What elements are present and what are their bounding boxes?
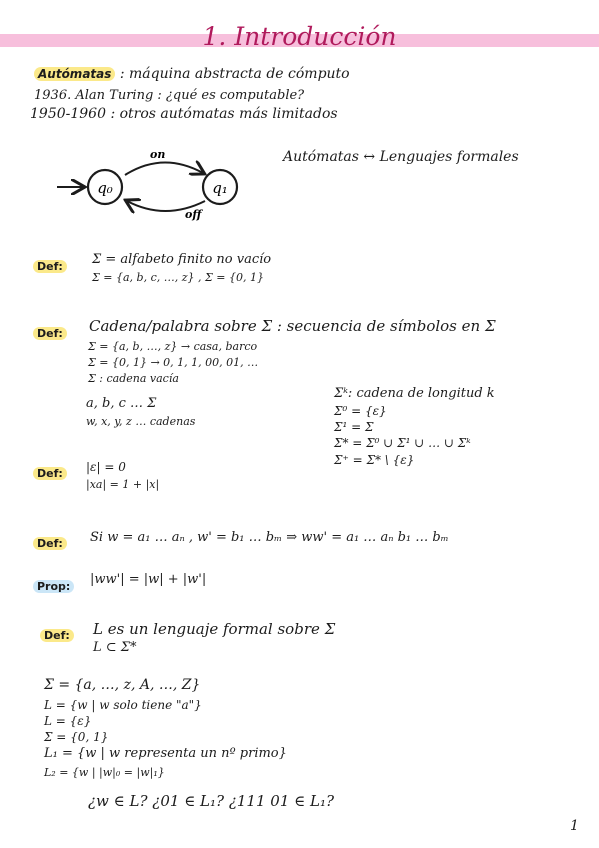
def3-line2: |xa| = 1 + |x| xyxy=(86,478,160,491)
def2-line3: Σ : cadena vacía xyxy=(88,372,179,385)
def2-right5: Σ⁺ = Σ* \ {ε} xyxy=(334,453,415,467)
def2-line1: Σ = {a, b, …, z} → casa, barco xyxy=(88,340,258,353)
example-line4: Σ = {0, 1} xyxy=(44,730,109,744)
turing-line: 1936. Alan Turing : ¿qué es computable? xyxy=(34,88,305,103)
edge-on-label: on xyxy=(150,148,166,161)
def2-line4: a, b, c … Σ xyxy=(86,396,157,411)
edge-on xyxy=(125,162,203,175)
def2-right1: Σᵏ: cadena de longitud k xyxy=(334,386,495,401)
automatas-definition: : máquina abstracta de cómputo xyxy=(119,66,350,82)
automatas-line xyxy=(34,66,350,82)
def2-right4: Σ* = Σ⁰ ∪ Σ¹ ∪ … ∪ Σᵏ xyxy=(334,436,471,450)
def3-badge: Def: xyxy=(33,462,67,481)
def4-text: Si w = a₁ … aₙ , w' = b₁ … bₘ ⇒ ww' = a₁ … aₙ b₁ … bₘ xyxy=(90,530,449,545)
def3-line1: |ε| = 0 xyxy=(86,460,126,474)
state-q0-label: q₀ xyxy=(97,179,113,197)
state-q1-label: q₁ xyxy=(212,179,228,197)
def2-right2: Σ⁰ = {ε} xyxy=(334,404,387,418)
automata-languages-note: Autómatas ↔ Lenguajes formales xyxy=(283,149,519,165)
example-line5: L₁ = {w | w representa un nº primo} xyxy=(44,746,287,761)
def2-line2: Σ = {0, 1} → 0, 1, 1, 00, 01, … xyxy=(88,356,259,369)
def4-badge: Def: xyxy=(33,532,67,551)
automatas-label: Autómatas xyxy=(34,67,115,81)
def5-line2: L ⊂ Σ* xyxy=(93,640,137,655)
example-line3: L = {ε} xyxy=(44,714,92,728)
other-automata-line: 1950-1960 : otros autómatas más limitados xyxy=(30,106,338,122)
example-questions: ¿w ∈ L? ¿01 ∈ L₁? ¿111 01 ∈ L₁? xyxy=(88,792,335,810)
def2-badge: Def: xyxy=(33,322,67,341)
example-line6: L₂ = {w | |w|₀ = |w|₁} xyxy=(44,766,165,779)
def2-heading: Cadena/palabra sobre Σ : secuencia de símbolos en Σ xyxy=(89,317,496,335)
def1-badge: Def: xyxy=(33,255,67,274)
example-line1: Σ = {a, …, z, A, …, Z} xyxy=(44,677,201,693)
edge-off-label: off xyxy=(185,208,202,221)
automaton-diagram xyxy=(55,143,255,223)
page-number: 1 xyxy=(570,818,579,834)
def2-right3: Σ¹ = Σ xyxy=(334,420,374,434)
prop-badge: Prop: xyxy=(33,575,74,594)
def5-badge: Def: xyxy=(40,624,74,643)
def1-line1: Σ = alfabeto finito no vacío xyxy=(92,252,272,267)
prop-text: |ww'| = |w| + |w'| xyxy=(90,572,207,587)
page-title: 1. Introducción xyxy=(202,22,397,51)
def1-line2: Σ = {a, b, c, …, z} , Σ = {0, 1} xyxy=(92,271,264,284)
def5-line1: L es un lenguaje formal sobre Σ xyxy=(93,620,336,638)
example-line2: L = {w | w solo tiene "a"} xyxy=(44,698,202,712)
def2-line5: w, x, y, z … cadenas xyxy=(86,415,196,428)
